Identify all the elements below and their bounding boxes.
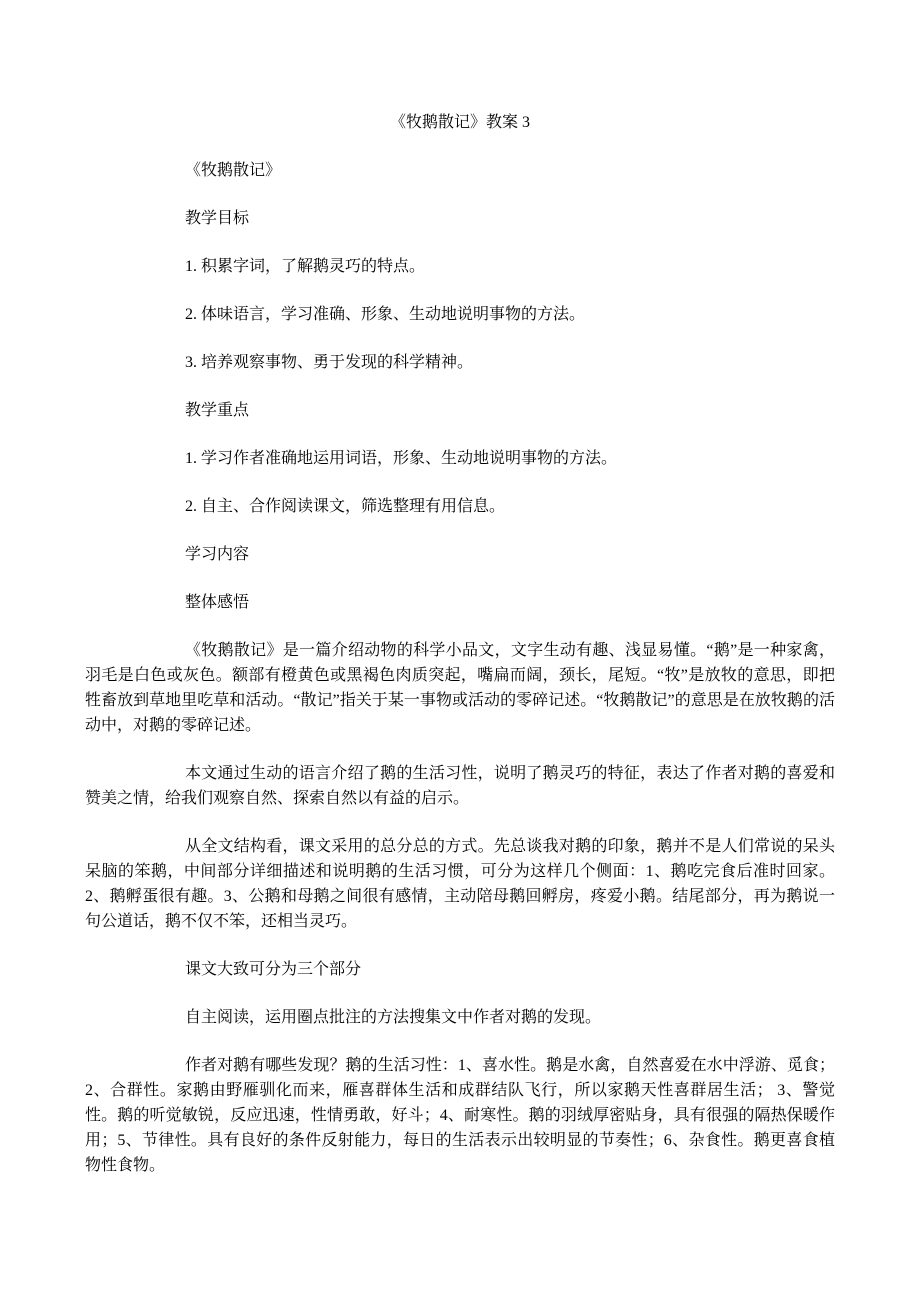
paragraph-reading-task: 自主阅读，运用圈点批注的方法搜集文中作者对鹅的发现。 (185, 1009, 602, 1026)
paragraph-lesson-name: 《牧鹅散记》 (185, 162, 282, 179)
paragraph-theme-text: 本文通过生动的语言介绍了鹅的生活习性，说明了鹅灵巧的特征，表达了作者对鹅的喜爱和赞美之情，给我们观察自然、探索自然以有益的启示。 (85, 765, 835, 807)
paragraph-heading-teaching-goals: 教学目标 (185, 210, 250, 227)
document-title: 《牧鹅散记》教案 3 (389, 114, 530, 131)
paragraph-focus-2: 2. 自主、合作阅读课文，筛选整理有用信息。 (185, 498, 506, 515)
paragraph-goal-2: 2. 体味语言，学习准确、形象、生动地说明事物的方法。 (185, 306, 586, 323)
paragraph-goal-3: 3. 培养观察事物、勇于发现的科学精神。 (185, 354, 474, 371)
paragraph-structure-text: 从全文结构看，课文采用的总分总的方式。先总谈我对鹅的印象，鹅并不是人们常说的呆头呆脑的笨鹅，中间部分详细描述和说明鹅的生活习惯，可分为这样几个侧面：1、鹅吃完食后准时回家。2、鹅孵蛋很有趣。3、公鹅和母鹅之间很有感情，主动陪母鹅回孵房，疼爱小鹅。结尾部分，再为鹅说一句公道话，鹅不仅不笨，还相当灵巧。 (85, 838, 835, 930)
paragraph-heading-teaching-focus: 教学重点 (185, 402, 250, 419)
paragraph-heading-study-content: 学习内容 (185, 546, 250, 563)
paragraph-goose-habits: 作者对鹅有哪些发现？鹅的生活习性：1、喜水性。鹅是水禽，自然喜爱在水中浮游、觅食；2、合群性。家鹅由野雁驯化而来，雁喜群体生活和成群结队飞行，所以家鹅天性喜群居生活； 3、警觉性。鹅的听觉敏锐，反应迅速，性情勇敢，好斗；4、耐寒性。鹅的羽绒厚密贴身，具有很强的隔热保暖作用；5、节律性。具有良好的条件反射能力，每日的生活表示出较明显的节奏性；6、杂食性。鹅更喜食植物性食物。 (85, 1057, 835, 1174)
paragraph-goal-1: 1. 积累字词，了解鹅灵巧的特点。 (185, 258, 426, 275)
paragraph-intro-text: 《牧鹅散记》是一篇介绍动物的科学小品文，文字生动有趣、浅显易懂。“鹅”是一种家禽，羽毛是白色或灰色。额部有橙黄色或黑褐色肉质突起，嘴扁而阔，颈长，尾短。“牧”是放牧的意思，即把牲畜放到草地里吃草和活动。“散记”指关于某一事物或活动的零碎记述。“牧鹅散记”的意思是在放牧鹅的活动中，对鹅的零碎记述。 (85, 642, 835, 734)
paragraph-focus-1: 1. 学习作者准确地运用词语，形象、生动地说明事物的方法。 (185, 450, 618, 467)
paragraph-three-parts: 课文大致可分为三个部分 (185, 961, 362, 978)
paragraph-heading-overall-perception: 整体感悟 (185, 594, 250, 611)
